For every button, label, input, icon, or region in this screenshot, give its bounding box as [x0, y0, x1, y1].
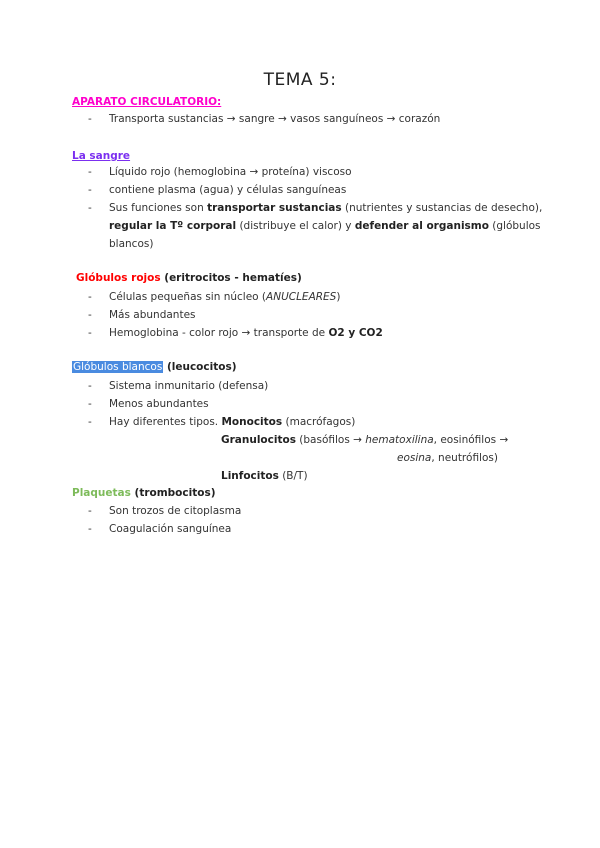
list-item-text: (B/T): [278, 470, 308, 482]
page-title: TEMA 5:: [263, 70, 337, 90]
list-item-text: Líquido rojo (hemoglobina → proteína) viscoso: [109, 166, 352, 178]
italic-term: eosina: [397, 452, 432, 464]
bold-term: Linfocitos: [221, 470, 279, 482]
heading-la-sangre: La sangre: [72, 150, 131, 162]
list-item: - Son trozos de citoplasma: [88, 505, 242, 517]
list-item: - Transporta sustancias → sangre → vasos sanguíneos → corazón: [88, 113, 441, 125]
list-item: - contiene plasma (agua) y células sanguíneas: [88, 184, 347, 196]
list-item-continuation: [109, 217, 541, 235]
heading-aparato-circulatorio: APARATO CIRCULATORIO:: [72, 96, 222, 108]
list-item-text: ): [336, 291, 341, 303]
italic-term: ANUCLEARES: [266, 291, 337, 303]
list-item: - Sistema inmunitario (defensa): [88, 380, 269, 392]
italic-term: hematoxilina: [365, 434, 434, 446]
heading-colored: Plaquetas: [72, 487, 131, 499]
bold-term: O2 y CO2: [328, 327, 383, 339]
bold-term: regular la Tº corporal: [109, 220, 237, 232]
list-item: - Hemoglobina - color rojo → transporte de O2 y CO2: [88, 327, 383, 339]
list-item: - Menos abundantes: [88, 398, 209, 410]
heading-rest: (eritrocitos - hematíes): [160, 272, 302, 284]
bold-term: Granulocitos: [221, 434, 296, 446]
heading-plaquetas: [72, 487, 216, 499]
list-item-text: Son trozos de citoplasma: [109, 505, 242, 517]
list-item: - Células pequeñas sin núcleo (ANUCLEARES): [88, 291, 341, 303]
list-item: - Hay diferentes tipos. Monocitos (macrófagos): [88, 416, 356, 428]
list-item-text: , eosinófilos →: [433, 434, 509, 446]
list-item: - Más abundantes: [88, 309, 196, 321]
list-item-text: Sistema inmunitario (defensa): [109, 380, 269, 392]
list-item-text: (nutrientes y sustancias de desecho),: [341, 202, 543, 214]
list-item-text: Células pequeñas sin núcleo (: [109, 291, 267, 303]
list-item: - Líquido rojo (hemoglobina → proteína) viscoso: [88, 166, 352, 178]
list-item-text: Menos abundantes: [109, 398, 209, 410]
list-item: - Sus funciones son transportar sustancias (nutrientes y sustancias de desecho),: [88, 202, 543, 214]
granulocitos-continuation: [397, 449, 498, 467]
list-item: - Coagulación sanguínea: [88, 523, 232, 535]
list-item-text: Coagulación sanguínea: [109, 523, 232, 535]
list-item-text: contiene plasma (agua) y células sanguíneas: [109, 184, 347, 196]
heading-rest: (trombocitos): [130, 487, 216, 499]
linfocitos-line: [221, 467, 308, 485]
list-item-text: (distribuye el calor) y: [236, 220, 355, 232]
granulocitos-line: [221, 431, 508, 449]
heading-globulos-rojos: [76, 272, 302, 284]
bold-term: Monocitos: [221, 416, 283, 428]
list-item-continuation: blancos): [109, 238, 154, 250]
list-item-text: Transporta sustancias → sangre → vasos sanguíneos → corazón: [109, 113, 441, 125]
list-item-text: Más abundantes: [109, 309, 196, 321]
list-item-text: Hay diferentes tipos.: [109, 416, 222, 428]
heading-rest: (leucocitos): [163, 361, 237, 373]
list-item-text: Sus funciones son: [109, 202, 208, 214]
heading-colored: Glóbulos rojos: [76, 272, 161, 284]
heading-highlighted: Glóbulos blancos: [73, 361, 163, 373]
bold-term: defender al organismo: [354, 220, 489, 232]
list-item-text: , neutrófilos): [431, 452, 498, 464]
bold-term: transportar sustancias: [207, 202, 342, 214]
heading-globulos-blancos: [72, 361, 237, 373]
list-item-text: (basófilos →: [295, 434, 366, 446]
list-item-text: Hemoglobina - color rojo → transporte de: [109, 327, 329, 339]
list-item-text: (glóbulos: [488, 220, 541, 232]
list-item-text: (macrófagos): [282, 416, 356, 428]
